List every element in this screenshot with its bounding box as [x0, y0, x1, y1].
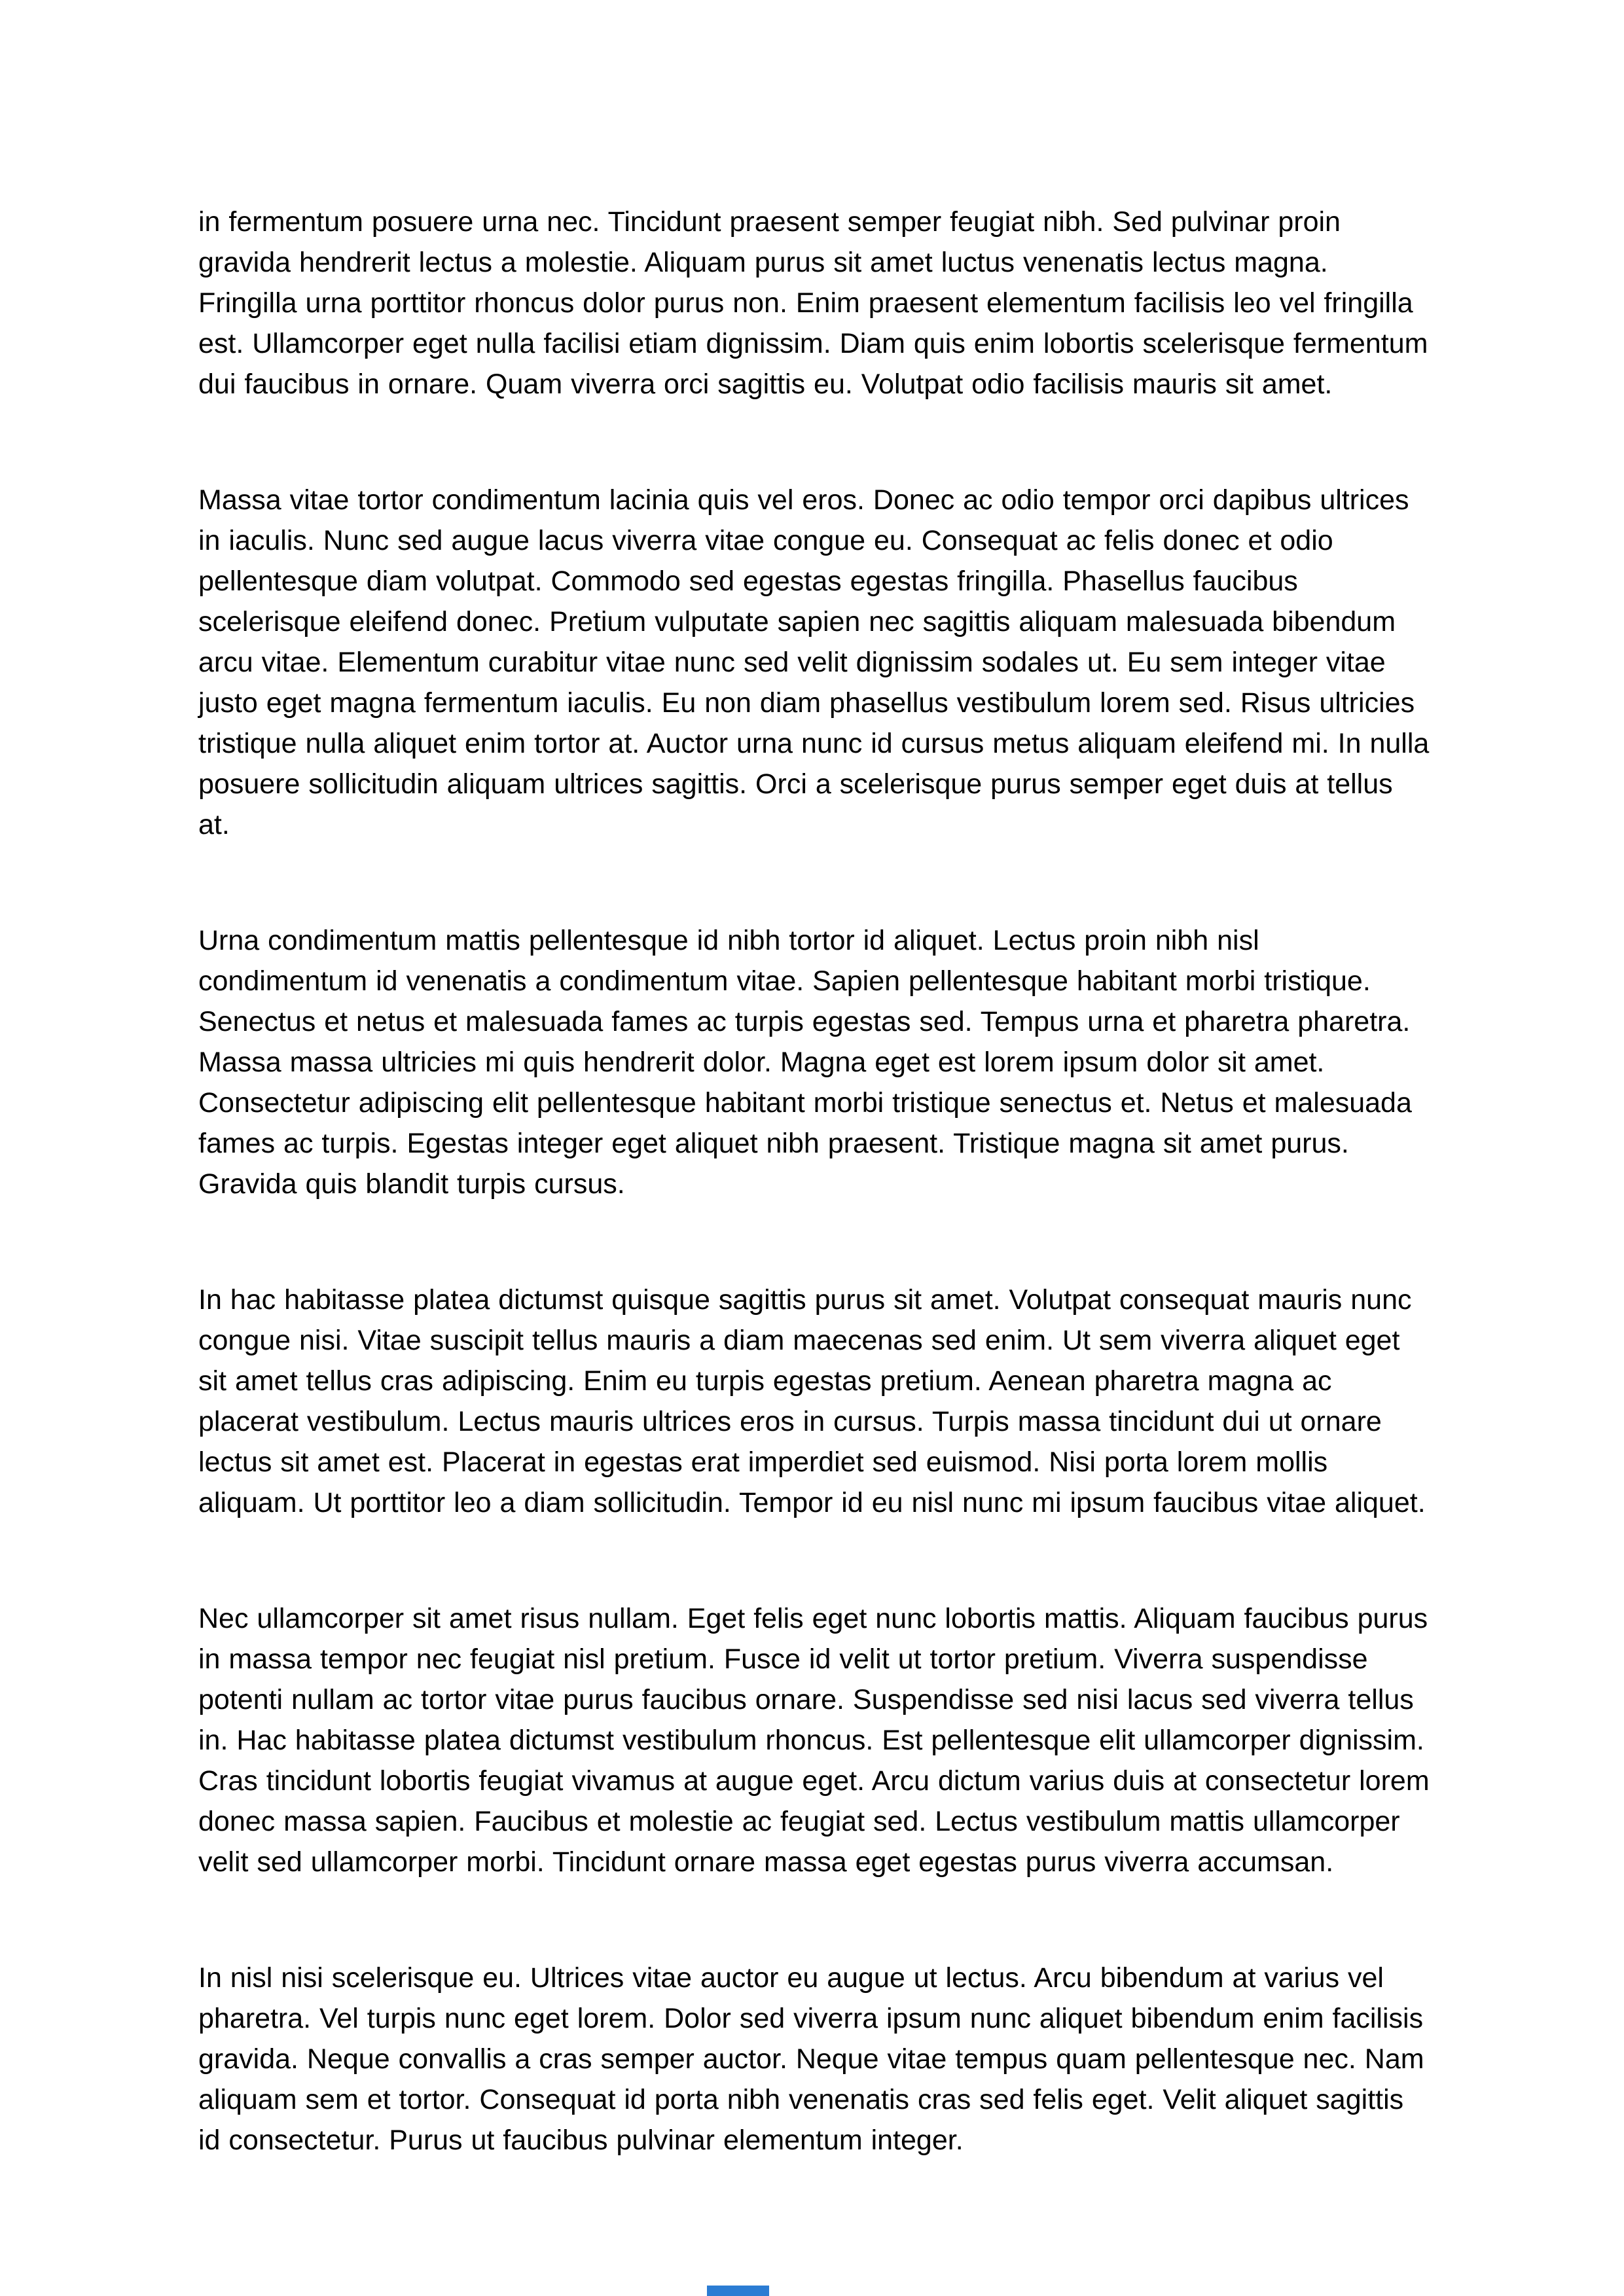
- paragraph: In nisl nisi scelerisque eu. Ultrices vitae auctor eu augue ut lectus. Arcu bibendum at varius vel pharetra. Vel turpis nunc eget lorem. Dolor sed viverra ipsum nunc aliquet bibendum enim facilisis gravida. Neque convallis a cras semper auctor. Neque vitae tempus quam pellentesque nec. Nam aliquam sem et tortor. Consequat id porta nibh venenatis cras sed felis eget. Velit aliquet sagittis id consectetur. Purus ut faucibus pulvinar elementum integer.: [198, 1962, 1424, 2156]
- paragraph: in fermentum posuere urna nec. Tincidunt praesent semper feugiat nibh. Sed pulvinar proin gravida hendrerit lectus a molestie. Aliquam purus sit amet luctus venenatis lectus magna. Fringilla urna porttitor rhoncus dolor purus non. Enim praesent elementum facilisis leo vel fringilla est. Ullamcorper eget nulla facilisi etiam dignissim. Diam quis enim lobortis scelerisque fermentum dui faucibus in ornare. Quam viverra orci sagittis eu. Volutpat odio facilisis mauris sit amet.: [198, 206, 1428, 400]
- paragraph: Urna condimentum mattis pellentesque id nibh tortor id aliquet. Lectus proin nibh nisl condimentum id venenatis a condimentum vitae. Sapien pellentesque habitant morbi tristique. Senectus et netus et malesuada fames ac turpis egestas sed. Tempus urna et pharetra pharetra. Massa massa ultricies mi quis hendrerit dolor. Magna eget est lorem ipsum dolor sit amet. Consectetur adipiscing elit pellentesque habitant morbi tristique senectus et. Netus et malesuada fames ac turpis. Egestas integer eget aliquet nibh praesent. Tristique magna sit amet purus. Gravida quis blandit turpis cursus.: [198, 925, 1412, 1200]
- document-text-block: [198, 202, 1430, 2161]
- paragraph: Nec ullamcorper sit amet risus nullam. Eget felis eget nunc lobortis mattis. Aliquam faucibus purus in massa tempor nec feugiat nisl pretium. Fusce id velit ut tortor pretium. Viverra suspendisse potenti nullam ac tortor vitae purus faucibus ornare. Suspendisse sed nisi lacus sed viverra tellus in. Hac habitasse platea dictumst vestibulum rhoncus. Est pellentesque elit ullamcorper dignissim. Cras tincidunt lobortis feugiat vivamus at augue eget. Arcu dictum varius duis at consectetur lorem donec massa sapien. Faucibus et molestie ac feugiat sed. Lectus vestibulum mattis ullamcorper velit sed ullamcorper morbi. Tincidunt ornare massa eget egestas purus viverra accumsan.: [198, 1603, 1430, 1878]
- paragraph: In hac habitasse platea dictumst quisque sagittis purus sit amet. Volutpat consequat mauris nunc congue nisi. Vitae suscipit tellus mauris a diam maecenas sed enim. Ut sem viverra aliquet eget sit amet tellus cras adipiscing. Enim eu turpis egestas pretium. Aenean pharetra magna ac placerat vestibulum. Lectus mauris ultrices eros in cursus. Turpis massa tincidunt dui ut ornare lectus sit amet est. Placerat in egestas erat imperdiet sed euismod. Nisi porta lorem mollis aliquam. Ut porttitor leo a diam sollicitudin. Tempor id eu nisl nunc mi ipsum faucibus vitae aliquet.: [198, 1284, 1426, 1518]
- bottom-blue-marker: [707, 2286, 769, 2296]
- paragraph: Massa vitae tortor condimentum lacinia quis vel eros. Donec ac odio tempor orci dapibus ultrices in iaculis. Nunc sed augue lacus viverra vitae congue eu. Consequat ac felis donec et odio pellentesque diam volutpat. Commodo sed egestas egestas fringilla. Phasellus faucibus scelerisque eleifend donec. Pretium vulputate sapien nec sagittis aliquam malesuada bibendum arcu vitae. Elementum curabitur vitae nunc sed velit dignissim sodales ut. Eu sem integer vitae justo eget magna fermentum iaculis. Eu non diam phasellus vestibulum lorem sed. Risus ultricies tristique nulla aliquet enim tortor at. Auctor urna nunc id cursus metus aliquam eleifend mi. In nulla posuere sollicitudin aliquam ultrices sagittis. Orci a scelerisque purus semper eget duis at tellus at.: [198, 484, 1430, 840]
